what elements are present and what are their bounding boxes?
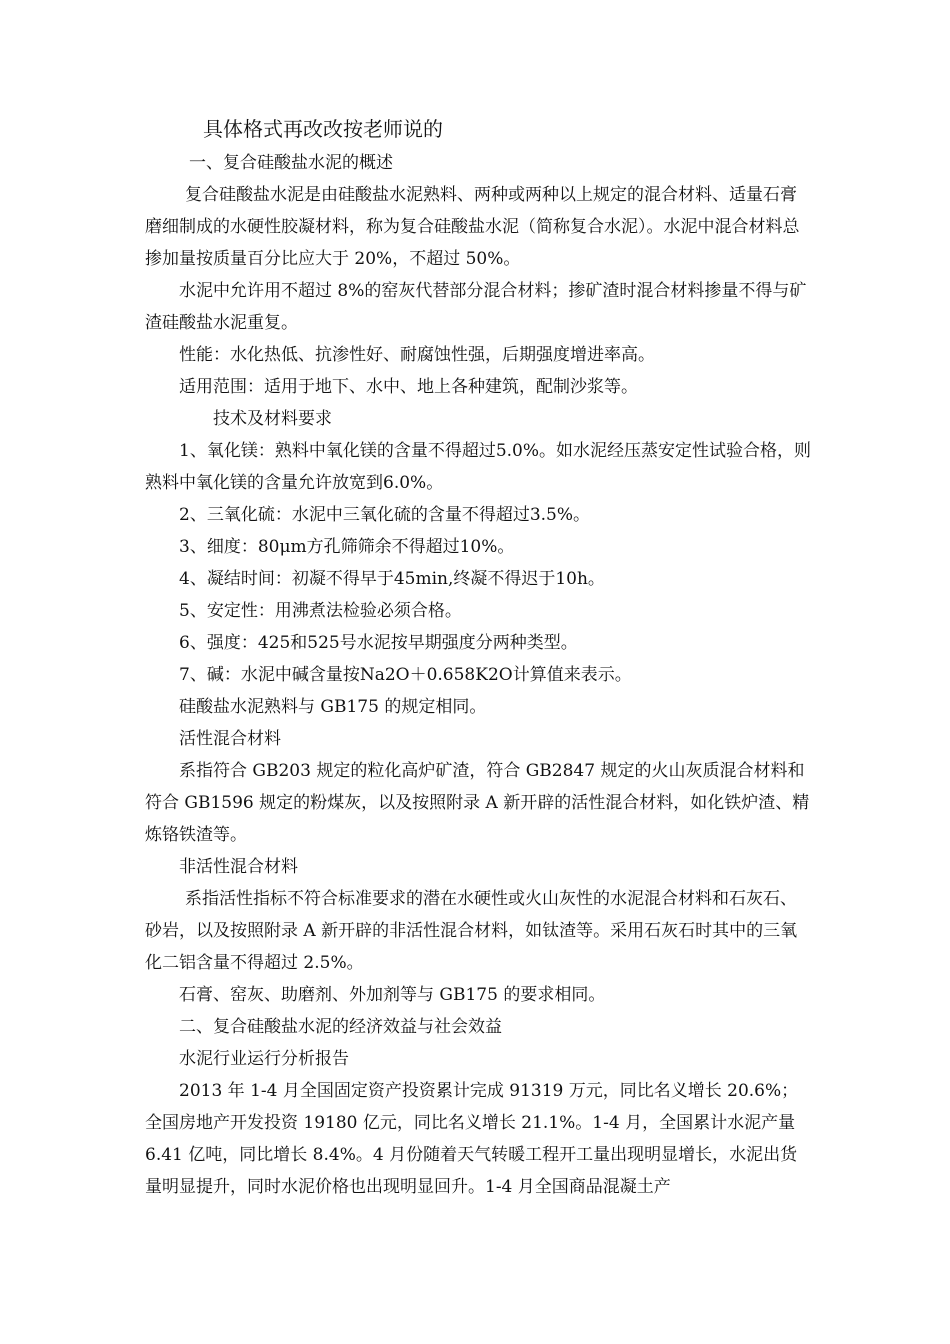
paragraph: 复合硅酸盐水泥是由硅酸盐水泥熟料、两种或两种以上规定的混合材料、适量石膏磨细制成的水硬性胶凝材料，称为复合硅酸盐水泥（简称复合水泥）。水泥中混合材料总掺加量按质量百分比应大于 20%，不超过 50%。 — [145, 185, 800, 269]
paragraph: 活性混合材料 — [179, 729, 281, 749]
paragraph: 硅酸盐水泥熟料与 GB175 的规定相同。 — [179, 697, 487, 717]
paragraph: 2、三氧化硫：水泥中三氧化硫的含量不得超过3.5%。 — [179, 505, 591, 525]
document-body — [145, 147, 812, 1203]
paragraph: 水泥中允许用不超过 8%的窑灰代替部分混合材料；掺矿渣时混合材料掺量不得与矿渣硅酸盐水泥重复。 — [145, 281, 807, 333]
paragraph: 4、凝结时间：初凝不得早于45min,终凝不得迟于10h。 — [179, 569, 605, 589]
paragraph: 适用范围：适用于地下、水中、地上各种建筑，配制沙浆等。 — [179, 377, 638, 397]
paragraph: 6、强度：425和525号水泥按早期强度分两种类型。 — [179, 633, 578, 653]
document-title: 具体格式再改改按老师说的 — [203, 117, 443, 141]
paragraph: 技术及材料要求 — [213, 409, 332, 429]
paragraph: 5、安定性：用沸煮法检验必须合格。 — [179, 601, 462, 621]
paragraph: 性能：水化热低、抗渗性好、耐腐蚀性强，后期强度增进率高。 — [179, 345, 655, 365]
paragraph: 水泥行业运行分析报告 — [179, 1049, 349, 1069]
paragraph: 一、复合硅酸盐水泥的概述 — [189, 153, 393, 173]
paragraph: 2013 年 1-4 月全国固定资产投资累计完成 91319 万元，同比名义增长 20.6%；全国房地产开发投资 19180 亿元，同比名义增长 21.1%。1-4 月，全国累计水泥产量 6.41 亿吨，同比增长 8.4%。4 月份随着天气转暖工程开工量出现明显增长，水泥出货量明显提升，同时水泥价格也出现明显回升。1-4 月全国商品混凝土产 — [145, 1081, 799, 1197]
paragraph: 二、复合硅酸盐水泥的经济效益与社会效益 — [179, 1017, 502, 1037]
paragraph: 非活性混合材料 — [179, 857, 298, 877]
paragraph: 石膏、窑灰、助磨剂、外加剂等与 GB175 的要求相同。 — [179, 985, 606, 1005]
paragraph: 系指符合 GB203 规定的粒化高炉矿渣，符合 GB2847 规定的火山灰质混合材料和符合 GB1596 规定的粉煤灰，以及按照附录 A 新开辟的活性混合材料，如化铁炉渣、精炼铬铁渣等。 — [145, 761, 810, 845]
paragraph: 1、氧化镁：熟料中氧化镁的含量不得超过5.0%。如水泥经压蒸安定性试验合格，则熟料中氧化镁的含量允许放宽到6.0%。 — [145, 441, 812, 493]
paragraph: 3、细度：80μm方孔筛筛余不得超过10%。 — [179, 537, 515, 557]
paragraph: 系指活性指标不符合标准要求的潜在水硬性或火山灰性的水泥混合材料和石灰石、砂岩，以及按照附录 A 新开辟的非活性混合材料，如钛渣等。采用石灰石时其中的三氧化二铝含量不得超过 2.5%。 — [145, 889, 798, 973]
paragraph: 7、碱：水泥中碱含量按Na2O＋0.658K2O计算值来表示。 — [179, 665, 632, 685]
